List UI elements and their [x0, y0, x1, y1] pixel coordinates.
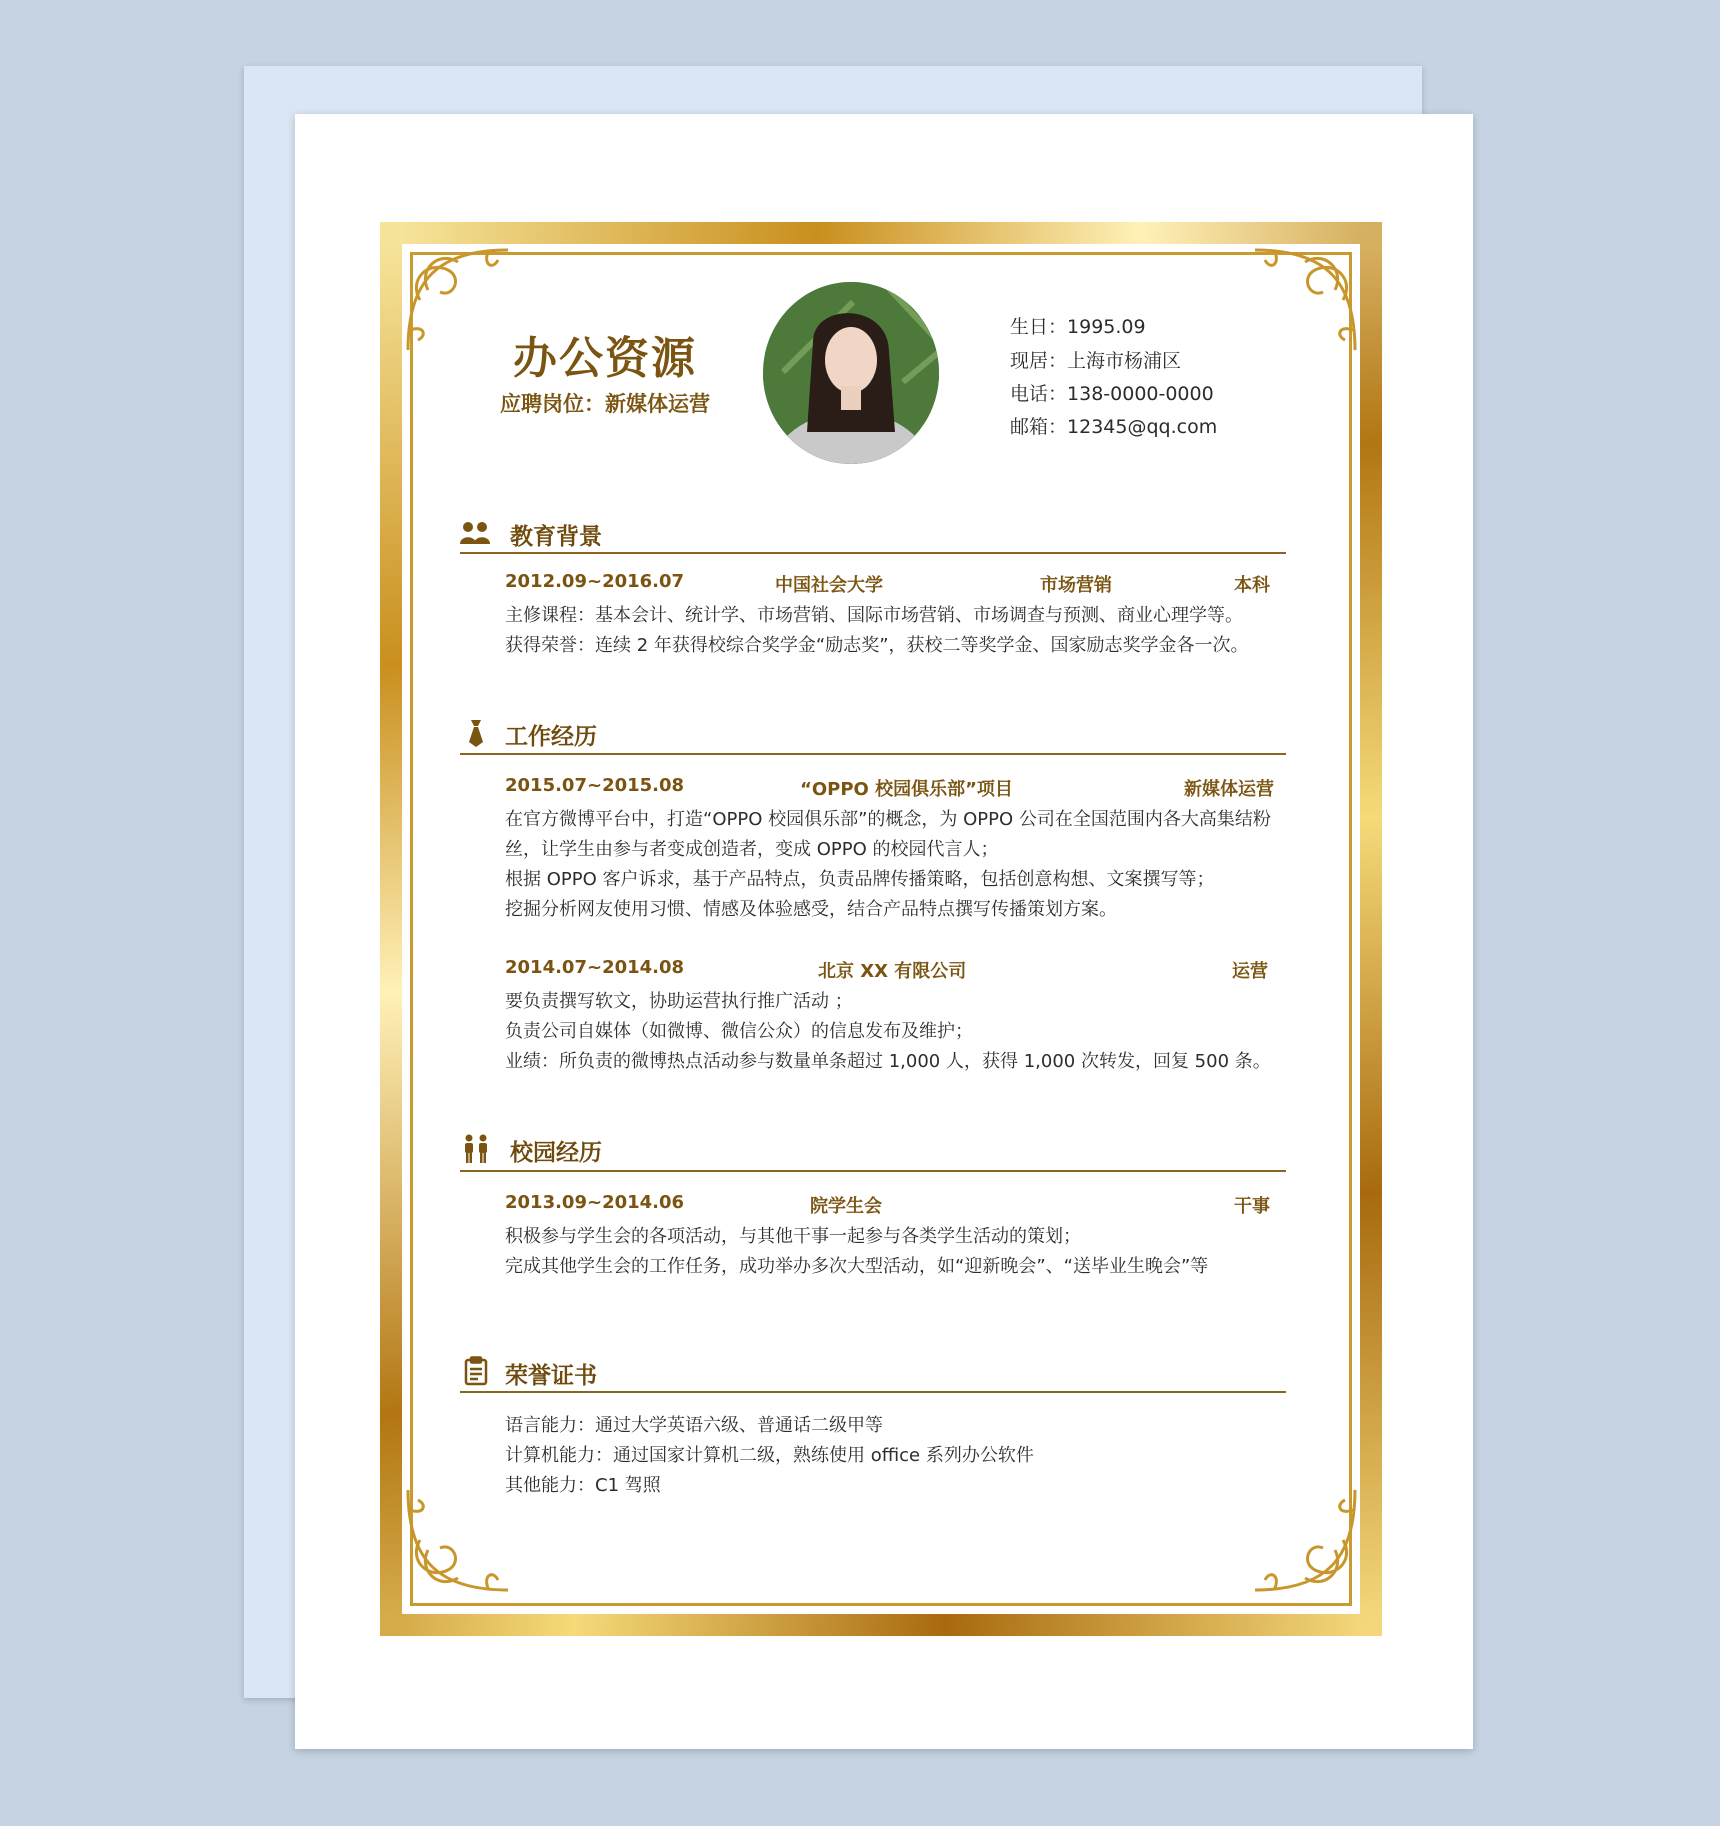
campus-org: 院学生会 [810, 1196, 882, 1217]
job-title: 应聘岗位：新媒体运营 [500, 392, 710, 416]
campus-section-title: 校园经历 [510, 1140, 602, 1166]
candidate-name: 办公资源 [513, 333, 697, 384]
work-org: “OPPO 校园俱乐部”项目 [800, 779, 1013, 800]
education-divider [460, 552, 1286, 554]
education-detail-line: 获得荣誉：连续 2 年获得校综合奖学金“励志奖”，获校二等奖学金、国家励志奖学金各一次。 [505, 635, 1249, 656]
education-major: 市场营销 [1040, 575, 1112, 596]
honor-line: 语言能力：通过大学英语六级、普通话二级甲等 [505, 1415, 883, 1436]
honors-divider [460, 1391, 1286, 1393]
education-degree: 本科 [1234, 575, 1270, 596]
honor-line: 计算机能力：通过国家计算机二级，熟练使用 office 系列办公软件 [505, 1445, 1034, 1466]
work-detail-line: 负责公司自媒体（如微博、微信公众）的信息发布及维护； [505, 1021, 973, 1042]
education-detail-line: 主修课程：基本会计、统计学、市场营销、国际市场营销、市场调查与预测、商业心理学等。 [505, 605, 1243, 626]
work-detail-line: 丝，让学生由参与者变成创造者，变成 OPPO 的校园代言人； [505, 839, 999, 860]
education-section-title: 教育背景 [510, 524, 602, 550]
campus-date: 2013.09~2014.06 [505, 1192, 685, 1213]
people-icon [459, 518, 491, 548]
tie-icon [460, 718, 492, 748]
info-phone: 电话：138-0000-0000 [1010, 383, 1214, 405]
education-date: 2012.09~2016.07 [505, 571, 685, 592]
work-date: 2015.07~2015.08 [505, 775, 685, 796]
campus-detail-line: 完成其他学生会的工作任务，成功举办多次大型活动，如“迎新晚会”、“送毕业生晚会”等 [505, 1256, 1209, 1277]
profile-photo [763, 282, 939, 464]
work-detail-line: 根据 OPPO 客户诉求，基于产品特点，负责品牌传播策略，包括创意构想、文案撰写等； [505, 869, 1215, 890]
clipboard-icon [460, 1356, 492, 1386]
honor-line: 其他能力：C1 驾照 [505, 1475, 661, 1496]
work-role: 运营 [1232, 961, 1268, 982]
work-role: 新媒体运营 [1184, 779, 1274, 800]
work-date: 2014.07~2014.08 [505, 957, 685, 978]
corner-ornament-bottom-left [398, 1480, 518, 1600]
two-persons-icon [460, 1134, 492, 1164]
corner-ornament-top-right [1245, 240, 1365, 360]
corner-ornament-bottom-right [1245, 1480, 1365, 1600]
campus-divider [460, 1170, 1286, 1172]
campus-role: 干事 [1234, 1196, 1270, 1217]
honors-section-title: 荣誉证书 [505, 1363, 597, 1389]
work-detail-line: 业绩：所负责的微博热点活动参与数量单条超过 1,000 人，获得 1,000 次转发，回复 500 条。 [505, 1051, 1271, 1072]
education-school: 中国社会大学 [775, 575, 883, 596]
work-detail-line: 挖掘分析网友使用习惯、情感及体验感受，结合产品特点撰写传播策划方案。 [505, 899, 1117, 920]
work-detail-line: 在官方微博平台中，打造“OPPO 校园俱乐部”的概念，为 OPPO 公司在全国范围内各大高集结粉 [505, 809, 1271, 830]
work-detail-line: 要负责撰写软文，协助运营执行推广活动 ； [505, 991, 853, 1012]
campus-detail-line: 积极参与学生会的各项活动，与其他干事一起参与各类学生活动的策划； [505, 1226, 1081, 1247]
work-org: 北京 XX 有限公司 [818, 961, 967, 982]
work-divider [460, 753, 1286, 755]
info-email: 邮箱：12345@qq.com [1010, 416, 1218, 438]
info-residence: 现居：上海市杨浦区 [1010, 350, 1182, 372]
work-section-title: 工作经历 [505, 724, 597, 750]
info-birthday: 生日：1995.09 [1010, 316, 1146, 338]
